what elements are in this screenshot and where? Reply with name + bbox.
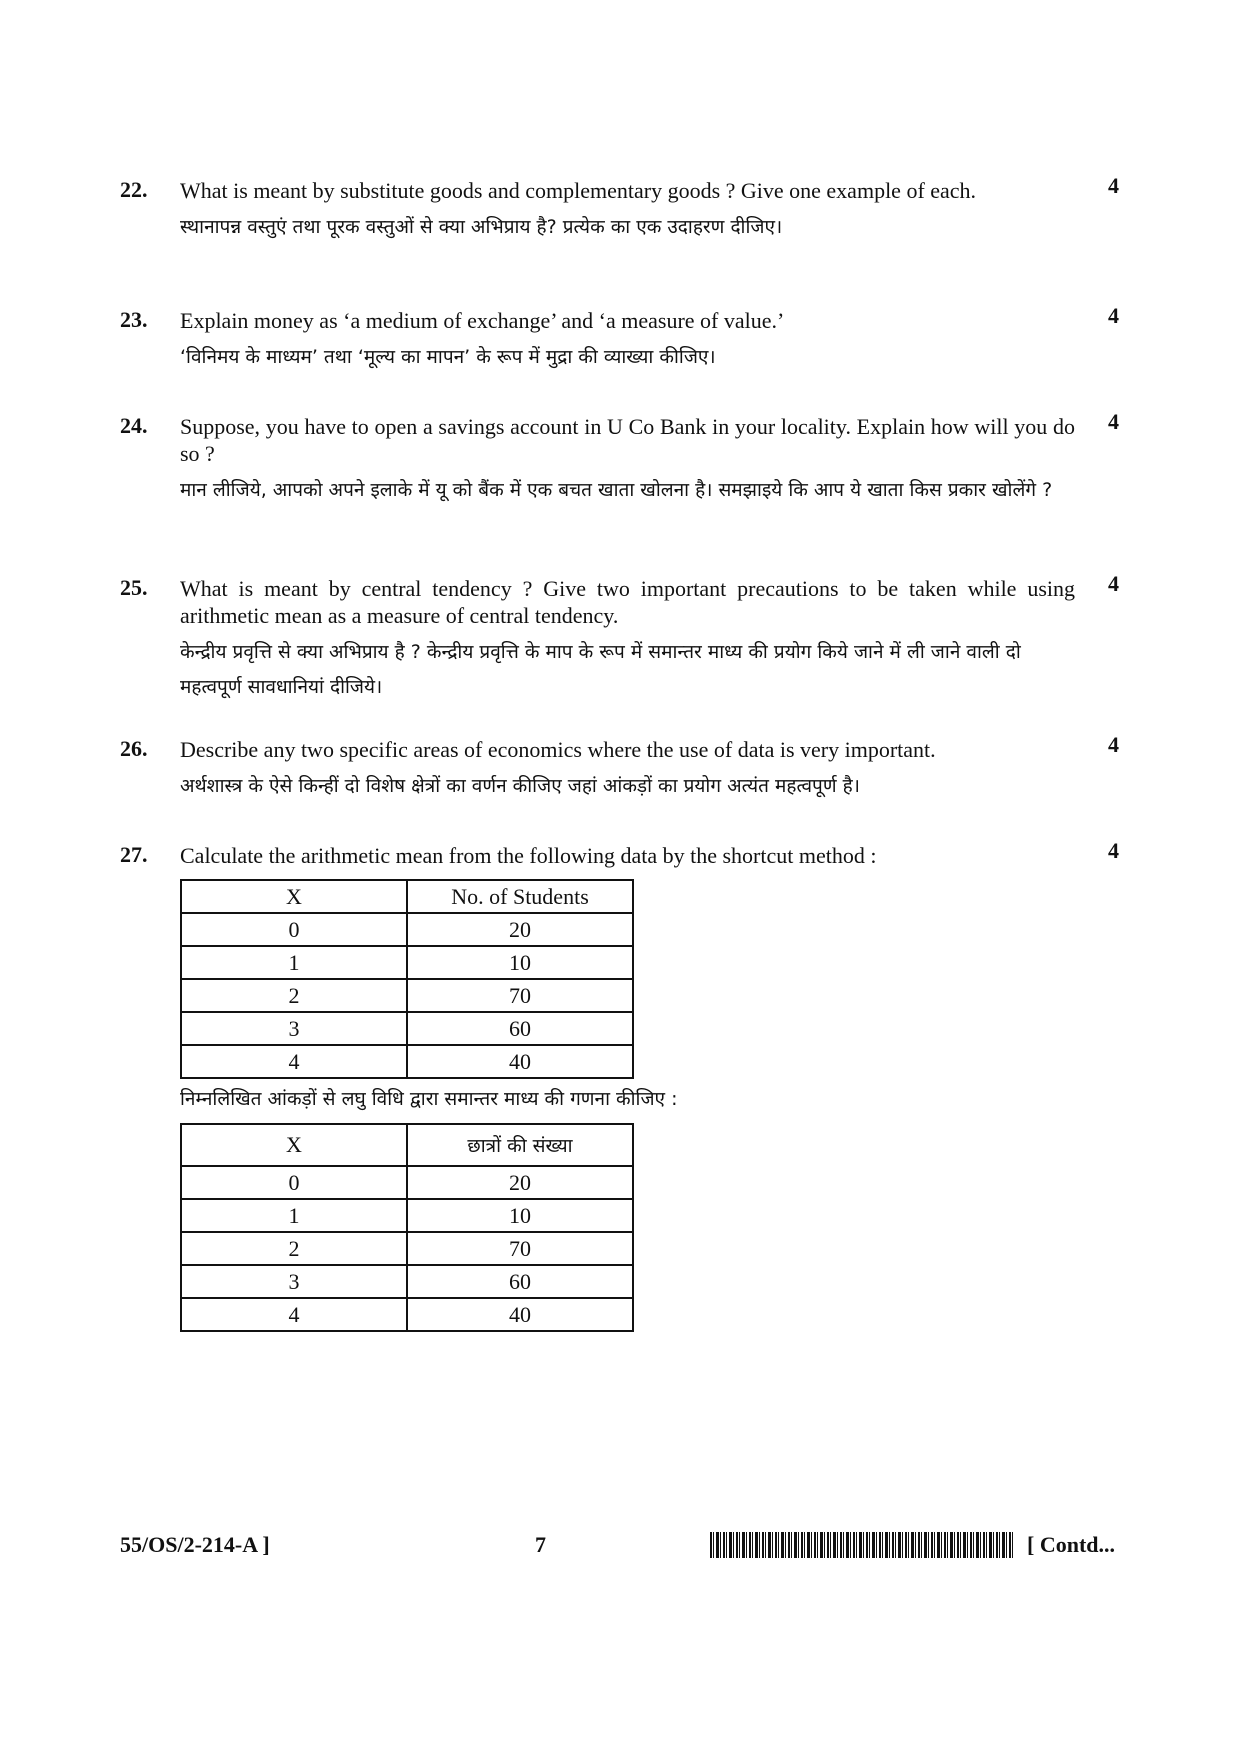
question-text-english: Describe any two specific areas of economics where the use of data is very important.	[180, 737, 936, 762]
question-number: 22.	[120, 177, 148, 202]
barcode-icon	[710, 1532, 1015, 1558]
table-cell: 3	[181, 1012, 407, 1045]
question-text-hindi: स्थानापन्न वस्तुएं तथा पूरक वस्तुओं से क्या अभिप्राय है? प्रत्येक का एक उदाहरण दीजिए।	[180, 216, 783, 238]
question-text-hindi: ‘विनिमय के माध्यम’ तथा ‘मूल्य का मापन’ के रूप में मुद्रा की व्याख्या कीजिए।	[180, 346, 716, 368]
table-header-cell: No. of Students	[407, 880, 633, 913]
marks: 4	[1108, 303, 1119, 328]
question-text-hindi: अर्थशास्त्र के ऐसे किन्हीं दो विशेष क्षेत्रों का वर्णन कीजिए जहां आंकड़ों का प्रयोग अत्यंत महत्वपूर्ण है।	[180, 775, 860, 797]
question-number: 26.	[120, 736, 148, 761]
table-cell: 1	[181, 1199, 407, 1232]
table-cell: 0	[181, 913, 407, 946]
paper-code: 55/OS/2-214-A ]	[120, 1532, 270, 1557]
table-row	[181, 1265, 633, 1298]
table-cell: 10	[407, 1199, 633, 1232]
table-header-cell: X	[181, 1124, 407, 1166]
question-number: 23.	[120, 307, 148, 332]
table-cell: 20	[407, 1166, 633, 1199]
table-row	[181, 979, 633, 1012]
question-text-english: What is meant by central tendency ? Give two important precautions to be taken while using arithmetic mean as a measure of central tendency.	[180, 576, 1075, 628]
table-row	[181, 1298, 633, 1331]
table-row	[181, 913, 633, 946]
table-cell: 40	[407, 1045, 633, 1078]
table-cell: 20	[407, 913, 633, 946]
question-text-english: Suppose, you have to open a savings account in U Co Bank in your locality. Explain how will you do so ?	[180, 414, 1075, 466]
table-row	[181, 946, 633, 979]
marks: 4	[1108, 409, 1119, 434]
question-number: 25.	[120, 575, 148, 600]
table-cell: 60	[407, 1012, 633, 1045]
table-cell: 10	[407, 946, 633, 979]
table-header-cell: छात्रों की संख्या	[407, 1124, 633, 1166]
table-row	[181, 1166, 633, 1199]
table-row	[181, 1232, 633, 1265]
table-cell: 2	[181, 1232, 407, 1265]
table-row	[181, 1012, 633, 1045]
question-text-hindi: मान लीजिये, आपको अपने इलाके में यू को बैंक में एक बचत खाता खोलना है। समझाइये कि आप ये खाता किस प्रकार खोलेंगे ?	[180, 479, 1053, 501]
question-number: 27.	[120, 842, 148, 867]
table-cell: 40	[407, 1298, 633, 1331]
table-cell: 3	[181, 1265, 407, 1298]
question-text-english: Calculate the arithmetic mean from the following data by the shortcut method :	[180, 843, 877, 868]
table-cell: 4	[181, 1045, 407, 1078]
table-cell: 70	[407, 979, 633, 1012]
table-cell: 2	[181, 979, 407, 1012]
data-table-hindi	[180, 1123, 634, 1332]
continued-label: [ Contd...	[1027, 1532, 1116, 1557]
table-row	[181, 1045, 633, 1078]
table-cell: 1	[181, 946, 407, 979]
question-text-english: What is meant by substitute goods and complementary goods ? Give one example of each.	[180, 178, 977, 203]
question-text-english: Explain money as ‘a medium of exchange’ and ‘a measure of value.’	[180, 308, 785, 333]
table-header-row	[181, 1124, 633, 1166]
table-cell: 70	[407, 1232, 633, 1265]
table-cell: 0	[181, 1166, 407, 1199]
data-table-english	[180, 879, 634, 1079]
table-header-row	[181, 880, 633, 913]
page-number: 7	[535, 1532, 546, 1557]
question-number: 24.	[120, 413, 148, 438]
marks: 4	[1108, 571, 1119, 596]
question-text-hindi: केन्द्रीय प्रवृत्ति से क्या अभिप्राय है ? केन्द्रीय प्रवृत्ति के माप के रूप में समान्तर माध्य की प्रयोग किये जाने में ली जाने वाली दो महत्वपूर्ण सावधानियां दीजिये।	[180, 641, 1021, 698]
table-cell: 4	[181, 1298, 407, 1331]
marks: 4	[1108, 838, 1119, 863]
table-header-cell: X	[181, 880, 407, 913]
question-text-hindi: निम्नलिखित आंकड़ों से लघु विधि द्वारा समान्तर माध्य की गणना कीजिए :	[180, 1088, 678, 1110]
table-cell: 60	[407, 1265, 633, 1298]
marks: 4	[1108, 732, 1119, 757]
marks: 4	[1108, 173, 1119, 198]
table-row	[181, 1199, 633, 1232]
